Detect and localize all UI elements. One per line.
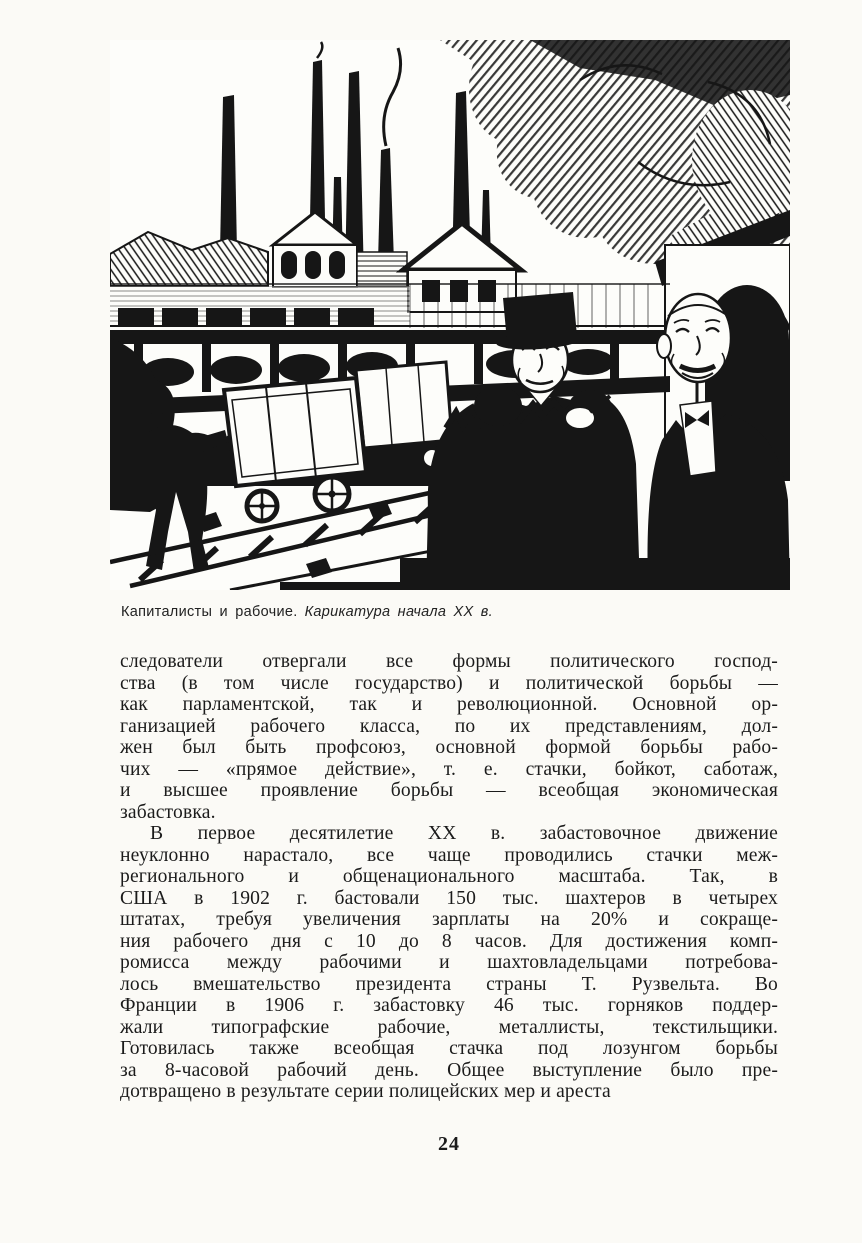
bottom-edge bbox=[280, 582, 790, 590]
text-line: следователи отвергали все формы политического господ- bbox=[120, 651, 778, 672]
text-line: Франции в 1906 г. забастовку 46 тыс. горняков поддер- bbox=[120, 995, 778, 1016]
text-line: ганизацией рабочего класса, по их представлениям, дол- bbox=[120, 715, 778, 737]
text-line: и высшее проявление борьбы — всеобщая экономическая bbox=[120, 780, 778, 801]
page-number: 24 bbox=[438, 1133, 460, 1155]
text-line: забастовка. bbox=[120, 801, 216, 823]
text-line: ромисса между рабочими и шахтовладельцами потребова- bbox=[120, 952, 778, 973]
caption-subtitle: Карикатура начала XX в. bbox=[304, 604, 493, 620]
caricature-drawing bbox=[110, 40, 790, 590]
text-line: штатах, требуя увеличения зарплаты на 20% и сокраще- bbox=[120, 909, 778, 930]
caricature-illustration bbox=[110, 40, 790, 590]
text-line: Готовилась также всеобщая стачка под лозунгом борьбы bbox=[120, 1038, 778, 1059]
text-line: чих — «прямое действие», т. е. стачки, бойкот, саботаж, bbox=[120, 758, 778, 780]
illustration-caption bbox=[121, 604, 781, 620]
text-line: ния рабочего дня с 10 до 8 часов. Для достижения комп- bbox=[120, 930, 778, 952]
ear bbox=[657, 334, 671, 358]
text-line: за 8-часовой рабочий день. Общее выступление было пре- bbox=[120, 1059, 778, 1081]
text-line: лось вмешательство президента страны Т. Рузвельта. Во bbox=[120, 973, 778, 995]
fur-coat bbox=[426, 396, 640, 590]
text-line: жали типографские рабочие, металлисты, текстильщики. bbox=[120, 1016, 778, 1038]
text-line: ства (в том числе государство) и политической борьбы — bbox=[120, 672, 778, 694]
text-line: регионального и общенационального масштаба. Так, в bbox=[120, 866, 778, 887]
body-text bbox=[120, 651, 778, 1103]
text-line: дотвращено в результате серии полицейских мер и ареста bbox=[120, 1081, 611, 1102]
text-line: как парламентской, так и революционной. Основной ор- bbox=[120, 694, 778, 715]
text-line: жен был быть профсоюз, основной формой борьбы рабо- bbox=[120, 737, 778, 758]
text-line: неуклонно нарастало, все чаще проводились стачки меж- bbox=[120, 844, 778, 866]
caption-title: Капиталисты и рабочие. bbox=[121, 604, 298, 620]
text-line: США в 1902 г. бастовали 150 тыс. шахтеров в четырех bbox=[120, 887, 778, 909]
text-line: В первое десятилетие XX в. забастовочное движение bbox=[150, 823, 778, 844]
